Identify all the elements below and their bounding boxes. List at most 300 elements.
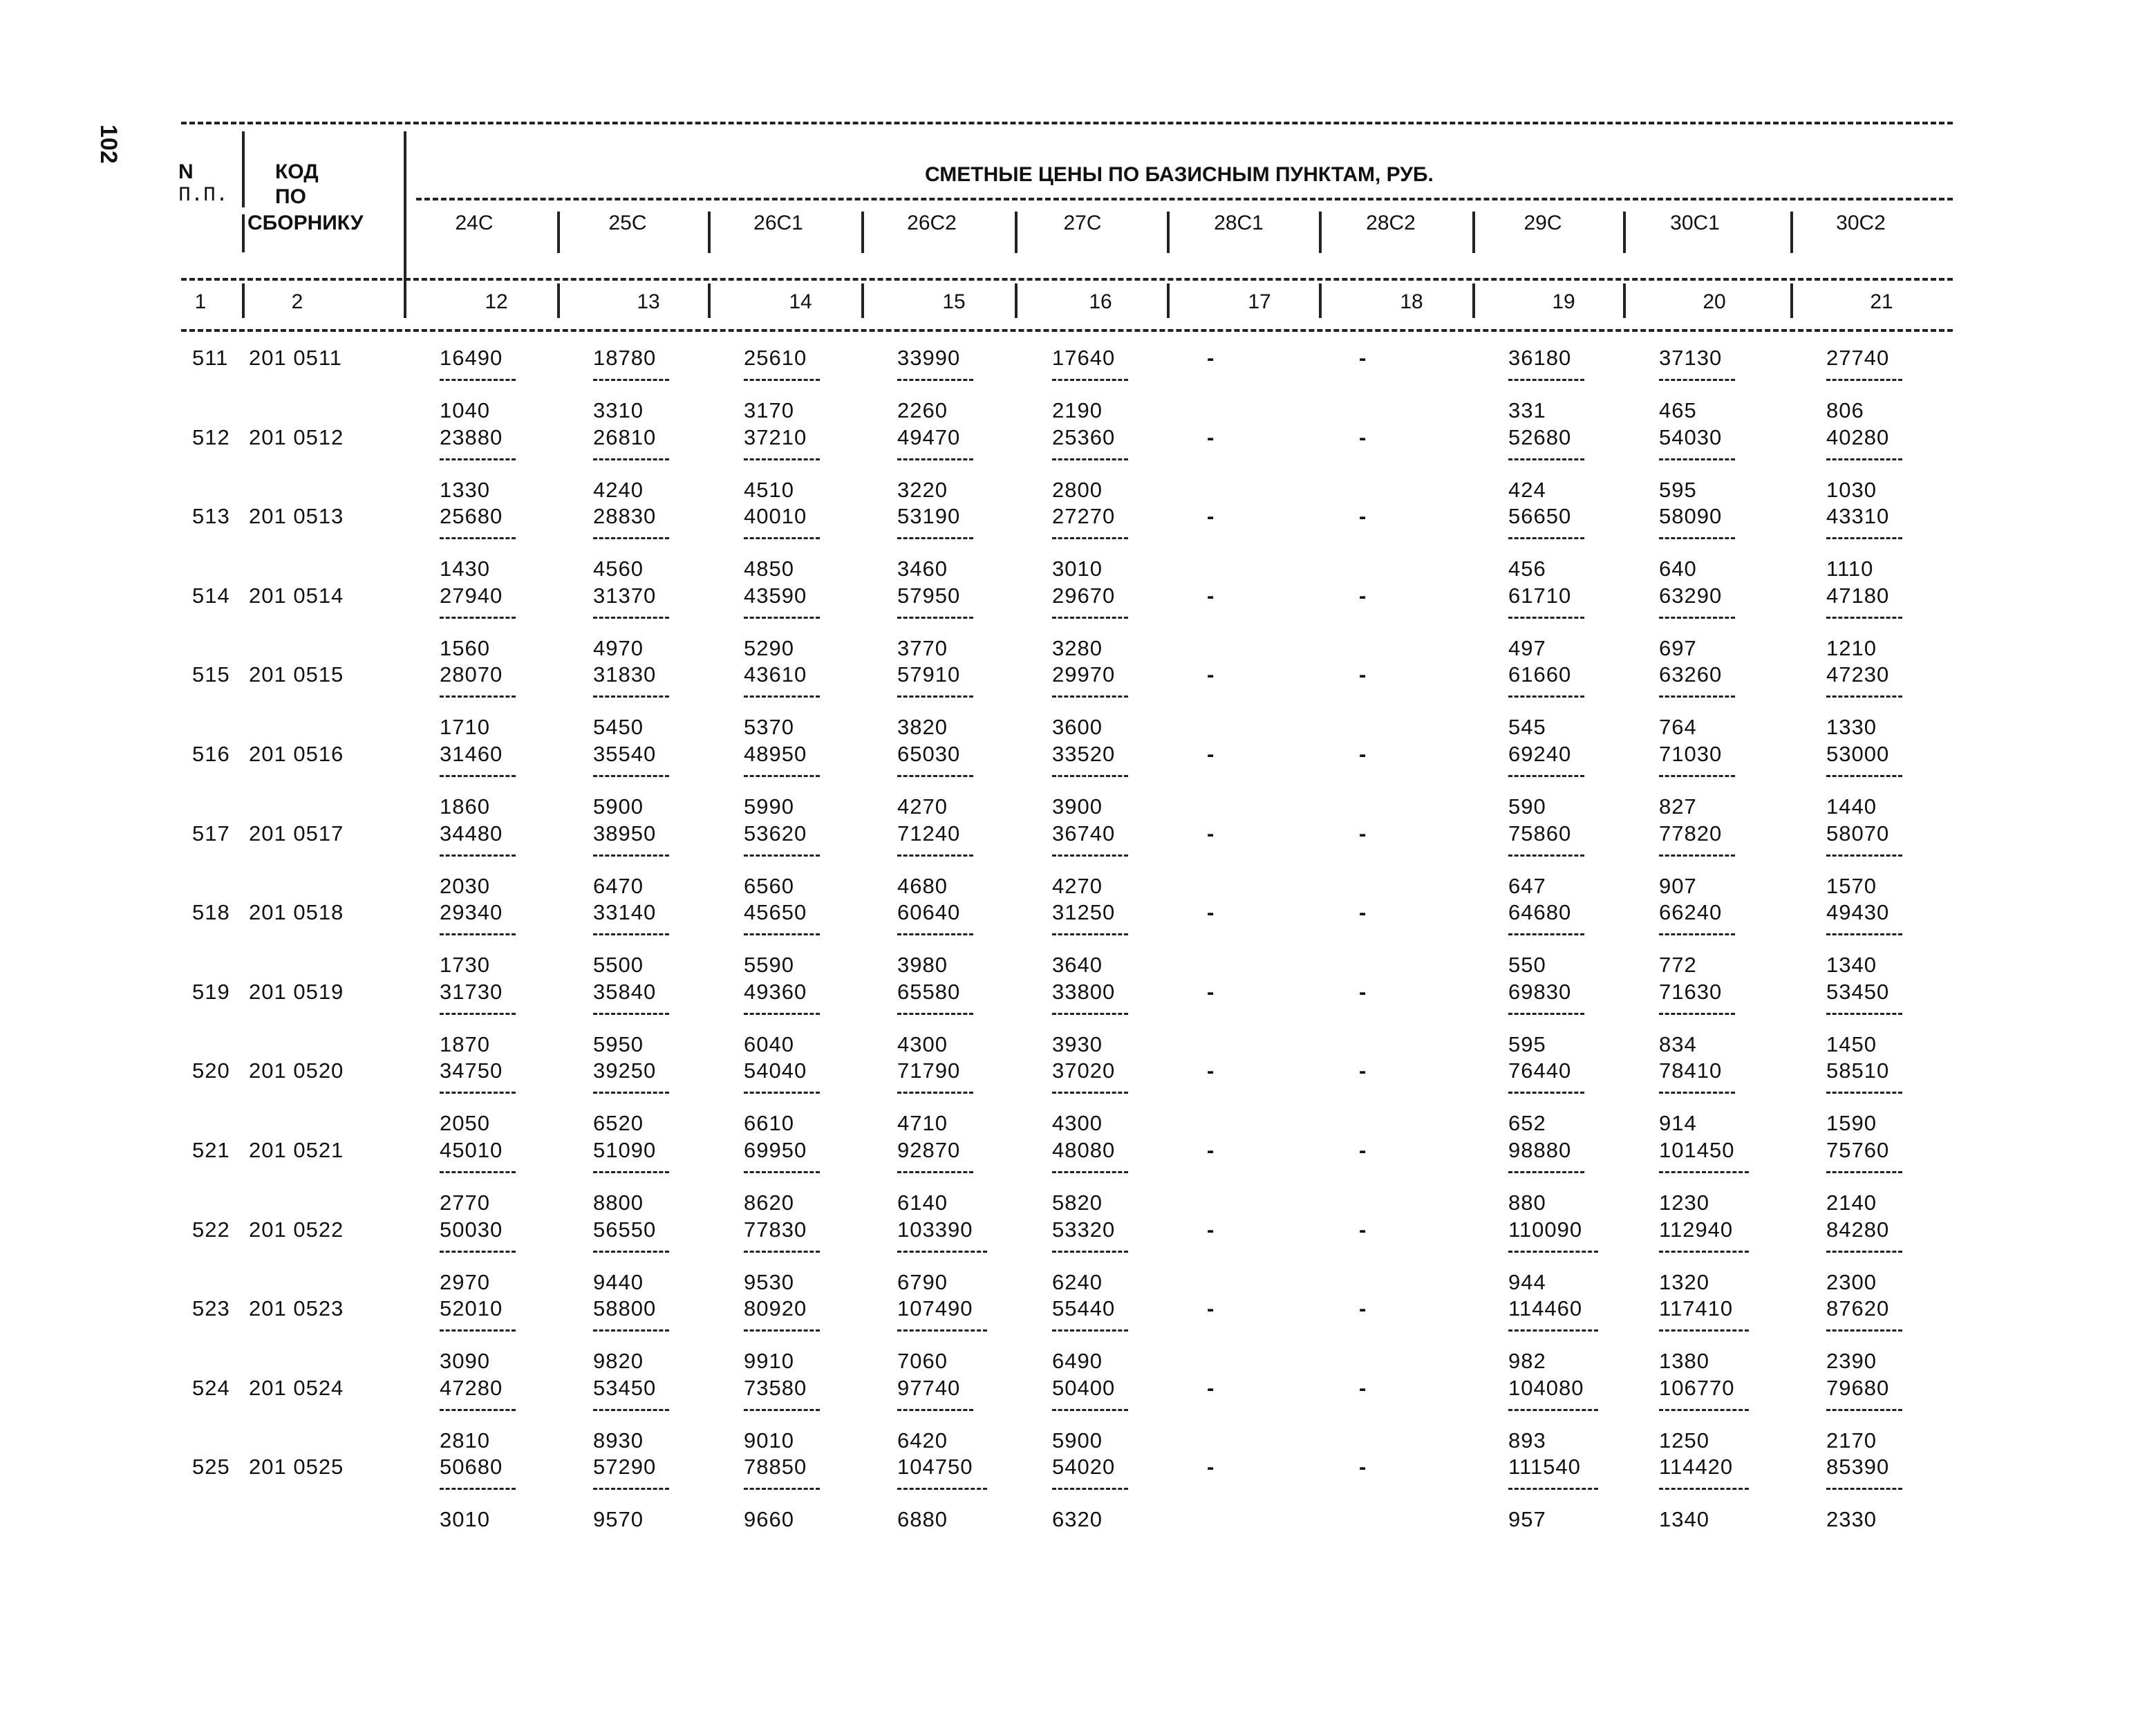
price-value: 69830 xyxy=(1508,979,1572,1004)
price-value-secondary: 640 xyxy=(1659,557,1697,581)
fraction-line xyxy=(1826,617,1902,619)
header-separator xyxy=(1623,212,1626,253)
price-value: 97740 xyxy=(897,1375,961,1400)
price-value: 57290 xyxy=(593,1455,657,1479)
price-value-secondary: 456 xyxy=(1508,557,1546,581)
fraction-line xyxy=(897,379,973,381)
price-value: 49470 xyxy=(897,424,961,449)
price-value: 34480 xyxy=(440,821,503,846)
fraction-line xyxy=(1826,1329,1902,1332)
row-number: 518 xyxy=(192,900,230,925)
price-value: 27270 xyxy=(1052,504,1116,529)
page-number: 102 xyxy=(95,124,122,164)
price-value-secondary: 2030 xyxy=(440,873,490,898)
price-value-secondary: 1330 xyxy=(1826,715,1877,740)
price-value: 60640 xyxy=(897,900,961,925)
fraction-line xyxy=(897,1251,987,1253)
price-value-secondary: 4710 xyxy=(897,1111,948,1136)
price-value-secondary: 3770 xyxy=(897,635,948,660)
fraction-line xyxy=(1508,458,1584,460)
no-price-dash: - xyxy=(1207,1375,1215,1400)
price-value: 76440 xyxy=(1508,1058,1572,1083)
fraction-line xyxy=(1826,695,1902,698)
price-value: 57950 xyxy=(897,583,961,608)
price-value: 69950 xyxy=(744,1138,807,1162)
point-header-8: 30С1 xyxy=(1670,212,1720,234)
fraction-line xyxy=(593,537,669,539)
no-price-dash: - xyxy=(1359,1375,1367,1400)
no-price-dash: - xyxy=(1359,346,1367,370)
price-value: 33990 xyxy=(897,346,961,370)
price-value-secondary: 3640 xyxy=(1052,953,1103,978)
fraction-line xyxy=(1659,537,1735,539)
point-header-0: 24С xyxy=(455,212,494,234)
price-value: 71790 xyxy=(897,1058,961,1083)
price-value-secondary: 957 xyxy=(1508,1507,1546,1532)
price-value: 34750 xyxy=(440,1058,503,1083)
price-value-secondary: 1440 xyxy=(1826,794,1877,819)
no-price-dash: - xyxy=(1359,821,1367,846)
fraction-line xyxy=(1508,1013,1584,1015)
row-code: 201 0523 xyxy=(249,1296,344,1321)
fraction-line xyxy=(1052,1488,1128,1490)
price-value-secondary: 5500 xyxy=(593,953,644,978)
price-value-secondary: 2300 xyxy=(1826,1269,1877,1294)
price-value-secondary: 6520 xyxy=(593,1111,644,1136)
price-value-secondary: 6140 xyxy=(897,1190,948,1215)
fraction-line xyxy=(1052,1251,1128,1253)
price-value-secondary: 9010 xyxy=(744,1428,794,1453)
col-number-rule xyxy=(181,278,1953,281)
no-price-dash: - xyxy=(1207,662,1215,687)
row-number: 525 xyxy=(192,1455,230,1479)
price-value: 45650 xyxy=(744,900,807,925)
fraction-line xyxy=(744,1329,820,1332)
price-value: 49360 xyxy=(744,979,807,1004)
fraction-line xyxy=(897,617,973,619)
price-value: 106770 xyxy=(1659,1375,1735,1400)
header-kod: КОД xyxy=(275,160,319,183)
fraction-line xyxy=(593,775,669,777)
row-code: 201 0525 xyxy=(249,1455,344,1479)
fraction-line xyxy=(1052,775,1128,777)
price-value-secondary: 4970 xyxy=(593,635,644,660)
price-value-secondary: 2810 xyxy=(440,1428,490,1453)
price-value-secondary: 424 xyxy=(1508,477,1546,502)
price-value: 78850 xyxy=(744,1455,807,1479)
row-number: 519 xyxy=(192,979,230,1004)
row-code: 201 0522 xyxy=(249,1217,344,1242)
price-value-secondary: 3090 xyxy=(440,1349,490,1374)
fraction-line xyxy=(744,1409,820,1411)
price-value-secondary: 1320 xyxy=(1659,1269,1709,1294)
price-value-secondary: 9660 xyxy=(744,1507,794,1532)
price-value: 40280 xyxy=(1826,424,1890,449)
price-value: 114420 xyxy=(1659,1455,1734,1479)
price-value: 107490 xyxy=(897,1296,973,1321)
row-code: 201 0512 xyxy=(249,424,344,449)
row-code: 201 0524 xyxy=(249,1375,344,1400)
price-value: 31460 xyxy=(440,742,503,766)
fraction-line xyxy=(1052,1409,1128,1411)
price-value: 37210 xyxy=(744,424,807,449)
price-value: 104750 xyxy=(897,1455,973,1479)
fraction-line xyxy=(1659,1251,1749,1253)
fraction-line xyxy=(1508,1329,1598,1332)
column-number: 17 xyxy=(1248,290,1271,313)
header-po: ПО xyxy=(275,185,306,208)
price-value-secondary: 7060 xyxy=(897,1349,948,1374)
fraction-line xyxy=(1508,933,1584,935)
price-value-secondary: 6490 xyxy=(1052,1349,1103,1374)
fraction-line xyxy=(744,379,820,381)
no-price-dash: - xyxy=(1359,1138,1367,1162)
price-value-secondary: 1110 xyxy=(1826,557,1874,581)
price-value: 56550 xyxy=(593,1217,657,1242)
no-price-dash: - xyxy=(1359,900,1367,925)
price-value: 27940 xyxy=(440,583,503,608)
fraction-line xyxy=(440,775,516,777)
fraction-line xyxy=(440,1092,516,1094)
header-separator xyxy=(557,283,560,318)
fraction-line xyxy=(1826,775,1902,777)
top-rule xyxy=(181,122,1953,124)
price-value-secondary: 595 xyxy=(1508,1031,1546,1056)
column-number: 15 xyxy=(942,290,966,313)
price-value-secondary: 6610 xyxy=(744,1111,794,1136)
price-value-secondary: 3930 xyxy=(1052,1031,1103,1056)
column-number: 2 xyxy=(291,290,303,313)
price-value: 58090 xyxy=(1659,504,1723,529)
column-number: 19 xyxy=(1552,290,1575,313)
price-value-secondary: 1210 xyxy=(1826,635,1877,660)
price-value-secondary: 1730 xyxy=(440,953,490,978)
column-number: 20 xyxy=(1703,290,1726,313)
point-header-1: 25С xyxy=(608,212,647,234)
fraction-line xyxy=(1826,379,1902,381)
price-value-secondary: 8620 xyxy=(744,1190,794,1215)
price-value-secondary: 944 xyxy=(1508,1269,1546,1294)
price-value-secondary: 5950 xyxy=(593,1031,644,1056)
row-number: 520 xyxy=(192,1058,230,1083)
row-number: 512 xyxy=(192,424,230,449)
price-value: 71630 xyxy=(1659,979,1723,1004)
fraction-line xyxy=(593,1171,669,1173)
price-value: 63290 xyxy=(1659,583,1723,608)
price-value-secondary: 1860 xyxy=(440,794,490,819)
price-value: 66240 xyxy=(1659,900,1723,925)
fraction-line xyxy=(897,537,973,539)
header-separator xyxy=(1472,212,1475,253)
price-value-secondary: 2170 xyxy=(1826,1428,1877,1453)
header-separator xyxy=(1167,283,1170,318)
price-value-secondary: 4510 xyxy=(744,477,794,502)
fraction-line xyxy=(1659,933,1735,935)
price-value-secondary: 5820 xyxy=(1052,1190,1103,1215)
price-value: 49430 xyxy=(1826,900,1890,925)
price-value: 65030 xyxy=(897,742,961,766)
column-number: 16 xyxy=(1089,290,1112,313)
fraction-line xyxy=(744,1013,820,1015)
price-value: 39250 xyxy=(593,1058,657,1083)
price-value-secondary: 4300 xyxy=(1052,1111,1103,1136)
fraction-line xyxy=(1508,854,1584,857)
fraction-line xyxy=(1508,537,1584,539)
header-separator xyxy=(242,283,245,318)
fraction-line xyxy=(744,1488,820,1490)
price-value-secondary: 834 xyxy=(1659,1031,1697,1056)
price-value-secondary: 1570 xyxy=(1826,873,1877,898)
price-value-secondary: 2190 xyxy=(1052,398,1103,422)
price-value: 51090 xyxy=(593,1138,657,1162)
price-value-secondary: 590 xyxy=(1508,794,1546,819)
fraction-line xyxy=(1508,617,1584,619)
price-value-secondary: 2970 xyxy=(440,1269,490,1294)
price-value: 31730 xyxy=(440,979,503,1004)
price-value: 58800 xyxy=(593,1296,657,1321)
price-value-secondary: 5370 xyxy=(744,715,794,740)
price-value: 43310 xyxy=(1826,504,1890,529)
no-price-dash: - xyxy=(1359,662,1367,687)
price-value-secondary: 3220 xyxy=(897,477,948,502)
no-price-dash: - xyxy=(1207,346,1215,370)
price-value: 26810 xyxy=(593,424,657,449)
price-value-secondary: 3980 xyxy=(897,953,948,978)
point-header-5: 28С1 xyxy=(1214,212,1264,234)
price-value-secondary: 1340 xyxy=(1659,1507,1709,1532)
fraction-line xyxy=(440,1329,516,1332)
column-number: 12 xyxy=(485,290,508,313)
no-price-dash: - xyxy=(1359,979,1367,1004)
price-value-secondary: 545 xyxy=(1508,715,1546,740)
no-price-dash: - xyxy=(1207,979,1215,1004)
no-price-dash: - xyxy=(1207,1455,1215,1479)
no-price-dash: - xyxy=(1359,1217,1367,1242)
price-value-secondary: 907 xyxy=(1659,873,1697,898)
price-value-secondary: 2770 xyxy=(440,1190,490,1215)
price-value: 58070 xyxy=(1826,821,1890,846)
price-value: 87620 xyxy=(1826,1296,1890,1321)
price-value-secondary: 806 xyxy=(1826,398,1864,422)
header-separator xyxy=(861,212,864,253)
header-separator xyxy=(1167,212,1170,253)
price-value-secondary: 697 xyxy=(1659,635,1697,660)
row-number: 513 xyxy=(192,504,230,529)
price-value-secondary: 2050 xyxy=(440,1111,490,1136)
fraction-line xyxy=(897,933,973,935)
point-header-6: 28С2 xyxy=(1366,212,1416,234)
fraction-line xyxy=(440,1488,516,1490)
header-separator xyxy=(1015,283,1018,318)
price-value-secondary: 497 xyxy=(1508,635,1546,660)
row-code: 201 0517 xyxy=(249,821,344,846)
price-value: 80920 xyxy=(744,1296,807,1321)
fraction-line xyxy=(1508,695,1584,698)
header-group-title: СМЕТНЫЕ ЦЕНЫ ПО БАЗИСНЫМ ПУНКТАМ, РУБ. xyxy=(925,163,1434,186)
fraction-line xyxy=(897,1329,987,1332)
price-value: 47230 xyxy=(1826,662,1890,687)
fraction-line xyxy=(1826,1013,1902,1015)
fraction-line xyxy=(1826,537,1902,539)
fraction-line xyxy=(1826,1092,1902,1094)
fraction-line xyxy=(440,854,516,857)
price-value-secondary: 2800 xyxy=(1052,477,1103,502)
no-price-dash: - xyxy=(1359,1296,1367,1321)
price-value: 69240 xyxy=(1508,742,1572,766)
row-number: 517 xyxy=(192,821,230,846)
price-value-secondary: 6790 xyxy=(897,1269,948,1294)
price-value-secondary: 764 xyxy=(1659,715,1697,740)
price-value: 53320 xyxy=(1052,1217,1116,1242)
fraction-line xyxy=(1659,1171,1749,1173)
fraction-line xyxy=(1052,379,1128,381)
price-value-secondary: 3010 xyxy=(1052,557,1103,581)
fraction-line xyxy=(744,1251,820,1253)
fraction-line xyxy=(1052,617,1128,619)
fraction-line xyxy=(593,854,669,857)
fraction-line xyxy=(897,1013,973,1015)
price-value: 40010 xyxy=(744,504,807,529)
header-separator xyxy=(1319,212,1322,253)
price-value: 48080 xyxy=(1052,1138,1116,1162)
price-value-secondary: 8800 xyxy=(593,1190,644,1215)
no-price-dash: - xyxy=(1207,424,1215,449)
price-value: 31830 xyxy=(593,662,657,687)
price-value: 37130 xyxy=(1659,346,1723,370)
fraction-line xyxy=(744,933,820,935)
fraction-line xyxy=(1508,1171,1584,1173)
price-value-secondary: 331 xyxy=(1508,398,1546,422)
price-value: 35540 xyxy=(593,742,657,766)
no-price-dash: - xyxy=(1207,1138,1215,1162)
price-value: 75760 xyxy=(1826,1138,1890,1162)
fraction-line xyxy=(1508,379,1584,381)
column-number: 21 xyxy=(1870,290,1893,313)
price-value: 47180 xyxy=(1826,583,1890,608)
price-value-secondary: 4300 xyxy=(897,1031,948,1056)
price-value-secondary: 9820 xyxy=(593,1349,644,1374)
fraction-line xyxy=(440,1251,516,1253)
price-value-secondary: 3010 xyxy=(440,1507,490,1532)
price-value: 47280 xyxy=(440,1375,503,1400)
price-value-secondary: 4850 xyxy=(744,557,794,581)
price-value-secondary: 6420 xyxy=(897,1428,948,1453)
price-value: 63260 xyxy=(1659,662,1723,687)
fraction-line xyxy=(1826,458,1902,460)
price-value: 104080 xyxy=(1508,1375,1584,1400)
price-value-secondary: 3900 xyxy=(1052,794,1103,819)
header-sborniku: СБОРНИКУ xyxy=(247,212,364,234)
fraction-line xyxy=(1826,854,1902,857)
price-value-secondary: 6240 xyxy=(1052,1269,1103,1294)
fraction-line xyxy=(593,1488,669,1490)
price-value-secondary: 465 xyxy=(1659,398,1697,422)
price-value-secondary: 1340 xyxy=(1826,953,1877,978)
price-value: 31250 xyxy=(1052,900,1116,925)
fraction-line xyxy=(440,1409,516,1411)
fraction-line xyxy=(1826,1171,1902,1173)
fraction-line xyxy=(1052,854,1128,857)
price-value-secondary: 9530 xyxy=(744,1269,794,1294)
fraction-line xyxy=(1826,1409,1902,1411)
fraction-line xyxy=(744,854,820,857)
price-value-secondary: 1450 xyxy=(1826,1031,1877,1056)
price-value: 45010 xyxy=(440,1138,503,1162)
price-value: 54020 xyxy=(1052,1455,1116,1479)
fraction-line xyxy=(1508,1092,1584,1094)
price-value: 101450 xyxy=(1659,1138,1735,1162)
price-value-secondary: 1230 xyxy=(1659,1190,1709,1215)
price-value-secondary: 3310 xyxy=(593,398,644,422)
price-value-secondary: 9440 xyxy=(593,1269,644,1294)
price-value: 50680 xyxy=(440,1455,503,1479)
price-value: 98880 xyxy=(1508,1138,1572,1162)
no-price-dash: - xyxy=(1207,900,1215,925)
price-value-secondary: 1870 xyxy=(440,1031,490,1056)
fraction-line xyxy=(440,695,516,698)
price-value: 28830 xyxy=(593,504,657,529)
price-value: 54030 xyxy=(1659,424,1723,449)
fraction-line xyxy=(744,537,820,539)
fraction-line xyxy=(593,617,669,619)
price-value: 31370 xyxy=(593,583,657,608)
price-value-secondary: 5990 xyxy=(744,794,794,819)
price-value: 52680 xyxy=(1508,424,1572,449)
fraction-line xyxy=(897,695,973,698)
point-header-7: 29С xyxy=(1524,212,1562,234)
price-value-secondary: 652 xyxy=(1508,1111,1546,1136)
price-value-secondary: 3170 xyxy=(744,398,794,422)
price-value: 61660 xyxy=(1508,662,1572,687)
fraction-line xyxy=(1508,1488,1598,1490)
fraction-line xyxy=(897,1171,973,1173)
fraction-line xyxy=(593,933,669,935)
price-value-secondary: 2330 xyxy=(1826,1507,1877,1532)
price-value: 77820 xyxy=(1659,821,1723,846)
fraction-line xyxy=(440,1171,516,1173)
price-value-secondary: 880 xyxy=(1508,1190,1546,1215)
header-pp: П.П. xyxy=(178,184,229,207)
price-value: 38950 xyxy=(593,821,657,846)
price-value-secondary: 1560 xyxy=(440,635,490,660)
price-value: 25680 xyxy=(440,504,503,529)
price-value: 103390 xyxy=(897,1217,973,1242)
price-value-secondary: 4270 xyxy=(1052,873,1103,898)
row-code: 201 0513 xyxy=(249,504,344,529)
price-value: 53450 xyxy=(1826,979,1890,1004)
price-value-secondary: 893 xyxy=(1508,1428,1546,1453)
fraction-line xyxy=(593,1329,669,1332)
header-separator xyxy=(557,212,560,253)
price-value-secondary: 2260 xyxy=(897,398,948,422)
price-value-secondary: 1430 xyxy=(440,557,490,581)
fraction-line xyxy=(440,537,516,539)
fraction-line xyxy=(1659,695,1735,698)
price-value-secondary: 4270 xyxy=(897,794,948,819)
row-number: 524 xyxy=(192,1375,230,1400)
price-value-secondary: 5290 xyxy=(744,635,794,660)
price-value: 73580 xyxy=(744,1375,807,1400)
price-value-secondary: 9910 xyxy=(744,1349,794,1374)
group-rule xyxy=(416,198,1953,200)
price-value: 33520 xyxy=(1052,742,1116,766)
price-value: 37020 xyxy=(1052,1058,1116,1083)
no-price-dash: - xyxy=(1359,1058,1367,1083)
price-value: 50030 xyxy=(440,1217,503,1242)
price-value: 54040 xyxy=(744,1058,807,1083)
price-value: 50400 xyxy=(1052,1375,1116,1400)
price-value-secondary: 3460 xyxy=(897,557,948,581)
